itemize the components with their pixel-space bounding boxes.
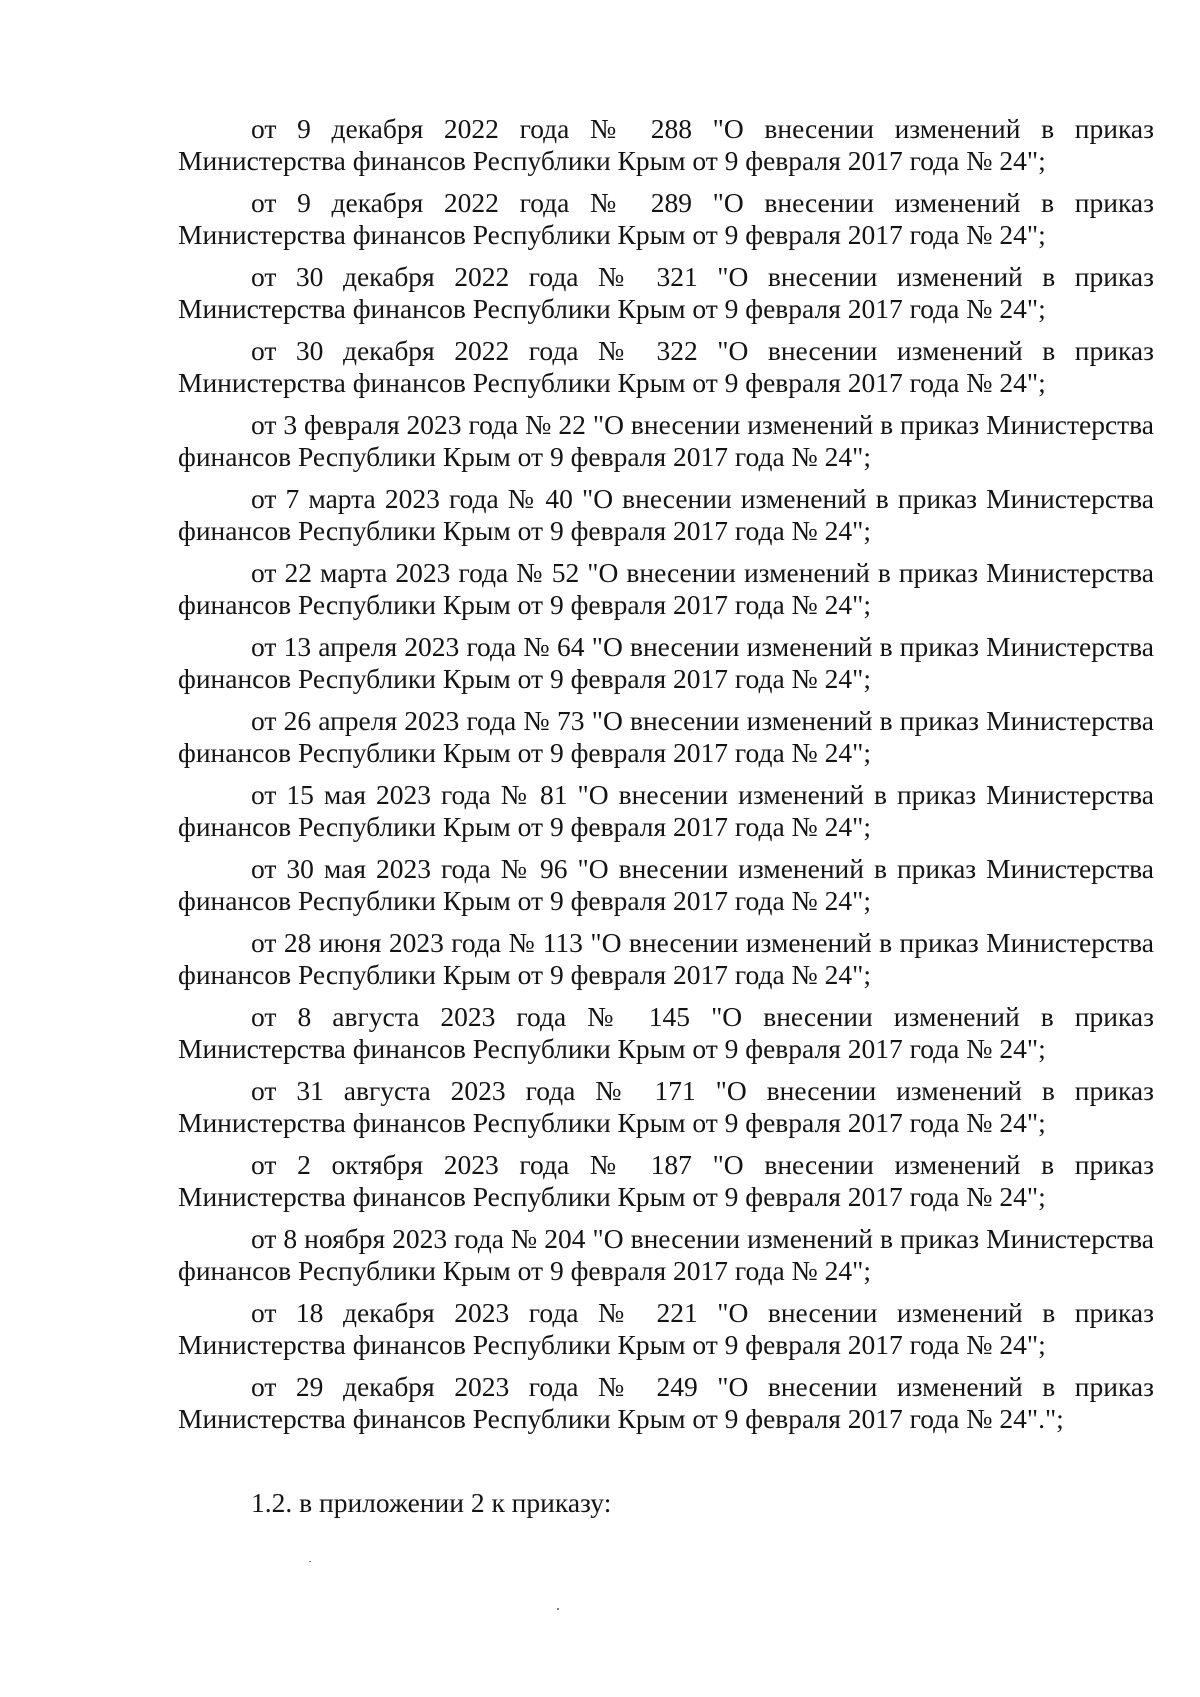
amendment-paragraph: от 8 ноября 2023 года № 204 "О внесении изменений в приказ Министерства финансов Республики Крым от 9 февраля 2017 года № 24"; <box>178 1223 1154 1286</box>
amendment-paragraph: от 8 августа 2023 года № 145 "О внесении изменений в приказ Министерства финансов Республики Крым от 9 февраля 2017 года № 24"; <box>178 1001 1154 1064</box>
amendment-paragraph: от 7 марта 2023 года № 40 "О внесении изменений в приказ Министерства финансов Республики Крым от 9 февраля 2017 года № 24"; <box>178 483 1154 546</box>
amendment-paragraph: от 13 апреля 2023 года № 64 "О внесении изменений в приказ Министерства финансов Республики Крым от 9 февраля 2017 года № 24"; <box>178 631 1154 694</box>
amendment-paragraph: от 26 апреля 2023 года № 73 "О внесении изменений в приказ Министерства финансов Республики Крым от 9 февраля 2017 года № 24"; <box>178 705 1154 768</box>
amendment-paragraph: от 30 декабря 2022 года № 321 "О внесении изменений в приказ Министерства финансов Республики Крым от 9 февраля 2017 года № 24"; <box>178 261 1154 324</box>
amendment-paragraph: от 15 мая 2023 года № 81 "О внесении изменений в приказ Министерства финансов Республики Крым от 9 февраля 2017 года № 24"; <box>178 779 1154 842</box>
amendment-paragraph: от 30 мая 2023 года № 96 "О внесении изменений в приказ Министерства финансов Республики Крым от 9 февраля 2017 года № 24"; <box>178 853 1154 916</box>
amendment-paragraph: от 28 июня 2023 года № 113 "О внесении изменений в приказ Министерства финансов Республики Крым от 9 февраля 2017 года № 24"; <box>178 927 1154 990</box>
scan-speck <box>557 1608 559 1610</box>
amendment-paragraph: от 30 декабря 2022 года № 322 "О внесении изменений в приказ Министерства финансов Республики Крым от 9 февраля 2017 года № 24"; <box>178 335 1154 398</box>
amendment-paragraph: от 2 октября 2023 года № 187 "О внесении изменений в приказ Министерства финансов Республики Крым от 9 февраля 2017 года № 24"; <box>178 1149 1154 1212</box>
amendment-list <box>178 113 1154 1445</box>
scan-speck <box>309 1561 311 1562</box>
amendment-paragraph: от 9 декабря 2022 года № 288 "О внесении изменений в приказ Министерства финансов Республики Крым от 9 февраля 2017 года № 24"; <box>178 113 1154 176</box>
amendment-paragraph: от 31 августа 2023 года № 171 "О внесении изменений в приказ Министерства финансов Республики Крым от 9 февраля 2017 года № 24"; <box>178 1075 1154 1138</box>
section-item-1-2: 1.2. в приложении 2 к приказу: <box>251 1487 612 1518</box>
amendment-paragraph: от 9 декабря 2022 года № 289 "О внесении изменений в приказ Министерства финансов Республики Крым от 9 февраля 2017 года № 24"; <box>178 187 1154 250</box>
amendment-paragraph: от 29 декабря 2023 года № 249 "О внесении изменений в приказ Министерства финансов Республики Крым от 9 февраля 2017 года № 24"."; <box>178 1371 1154 1434</box>
amendment-paragraph: от 3 февраля 2023 года № 22 "О внесении изменений в приказ Министерства финансов Республики Крым от 9 февраля 2017 года № 24"; <box>178 409 1154 472</box>
amendment-paragraph: от 22 марта 2023 года № 52 "О внесении изменений в приказ Министерства финансов Республики Крым от 9 февраля 2017 года № 24"; <box>178 557 1154 620</box>
amendment-paragraph: от 18 декабря 2023 года № 221 "О внесении изменений в приказ Министерства финансов Республики Крым от 9 февраля 2017 года № 24"; <box>178 1297 1154 1360</box>
